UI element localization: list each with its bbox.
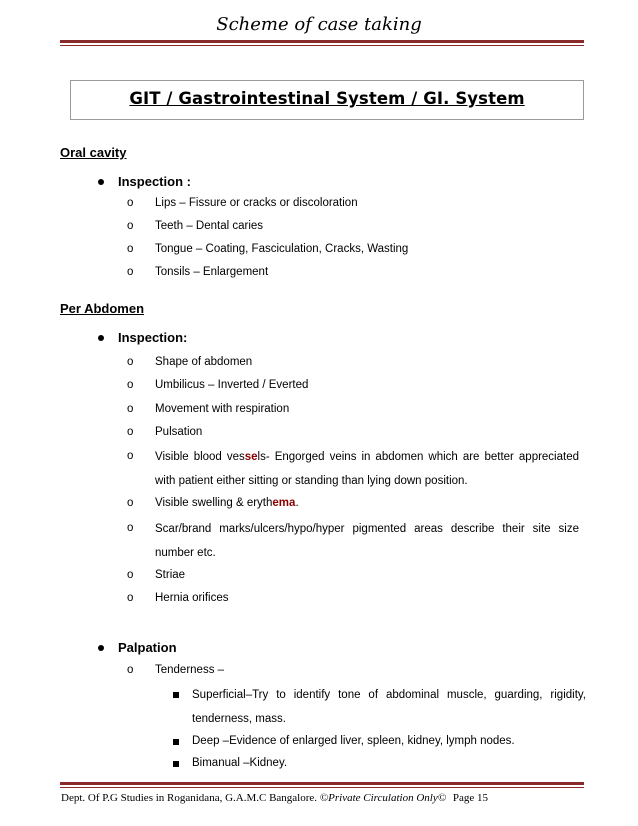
circle-marker-icon: o <box>127 243 134 255</box>
footer-rule-thin <box>60 787 584 788</box>
tenderness-text: Tenderness – <box>155 664 225 676</box>
oral-inspection-label: Inspection : <box>118 174 191 189</box>
tender-subitem-text: Superficial–Try to identify tone of abdominal muscle, guarding, rigidity, tenderness, mass. <box>192 689 586 725</box>
footer-private: ©Private Circulation Only© <box>319 792 447 804</box>
footer-page-number: Page 15 <box>452 792 488 804</box>
swelling-highlight: ema <box>272 497 296 509</box>
footer-dept: Dept. Of P.G Studies in Roganidana, G.A.M.C Bangalore. <box>61 792 318 804</box>
visible-vessels-text <box>155 445 579 493</box>
circle-marker-icon: o <box>127 426 134 438</box>
circle-marker-icon: o <box>127 379 134 391</box>
header-rule-thin <box>60 45 584 46</box>
abdomen-inspection-label: Inspection: <box>118 330 188 345</box>
scar-text: Scar/brand marks/ulcers/hypo/hyper pigmented areas describe their site size number etc. <box>155 523 579 559</box>
swelling-text-end: . <box>295 497 299 509</box>
circle-marker-icon: o <box>127 356 134 368</box>
circle-marker-icon: o <box>127 592 134 604</box>
title-box <box>70 80 584 120</box>
square-bullet-icon <box>173 739 179 745</box>
vessels-highlight: se <box>244 451 258 463</box>
oral-item-text: Lips – Fissure or cracks or discoloration <box>155 197 358 209</box>
vessels-text-end: ls- Engorged veins in abdomen which are better appreciated with patient either sitting or standing than lying down position. <box>155 451 579 487</box>
circle-marker-icon: o <box>127 197 134 209</box>
striae-text: Striae <box>155 569 186 581</box>
abdomen-item-text: Umbilicus – Inverted / Everted <box>155 379 309 391</box>
circle-marker-icon: o <box>127 569 134 581</box>
tender-subitem-text: Bimanual –Kidney. <box>192 757 288 769</box>
hernia-text: Hernia orifices <box>155 592 229 604</box>
circle-marker-icon: o <box>127 664 134 676</box>
circle-marker-icon: o <box>127 403 134 415</box>
circle-marker-icon: o <box>127 220 134 232</box>
header-rule <box>60 40 584 43</box>
swelling-text-start: Visible swelling & eryth <box>155 497 273 509</box>
oral-item-text: Tonsils – Enlargement <box>155 266 269 278</box>
abdomen-item-text: Pulsation <box>155 426 203 438</box>
section-title: GIT / Gastrointestinal System / GI. System <box>129 89 525 108</box>
abdomen-item-text: Movement with respiration <box>155 403 290 415</box>
tender-subitem-text: Deep –Evidence of enlarged liver, spleen, kidney, lymph nodes. <box>192 735 515 747</box>
bullet-dot-icon <box>98 335 104 341</box>
circle-marker-icon: o <box>127 497 134 509</box>
visible-swelling-text <box>155 497 299 509</box>
palpation-label: Palpation <box>118 640 177 655</box>
bullet-dot-icon <box>98 179 104 185</box>
circle-marker-icon: o <box>127 522 134 534</box>
oral-cavity-heading: Oral cavity <box>60 145 127 160</box>
circle-marker-icon: o <box>127 450 134 462</box>
oral-item-text: Tongue – Coating, Fasciculation, Cracks, Wasting <box>155 243 409 255</box>
footer-rule <box>60 782 584 785</box>
abdomen-heading: Per Abdomen <box>60 301 145 316</box>
page-header: Scheme of case taking <box>216 14 422 35</box>
page-footer <box>61 792 488 804</box>
bullet-dot-icon <box>98 645 104 651</box>
square-bullet-icon <box>173 692 179 698</box>
vessels-text-start: Visible blood ves <box>155 451 245 463</box>
oral-item-text: Teeth – Dental caries <box>155 220 264 232</box>
circle-marker-icon: o <box>127 266 134 278</box>
square-bullet-icon <box>173 761 179 767</box>
abdomen-item-text: Shape of abdomen <box>155 356 253 368</box>
